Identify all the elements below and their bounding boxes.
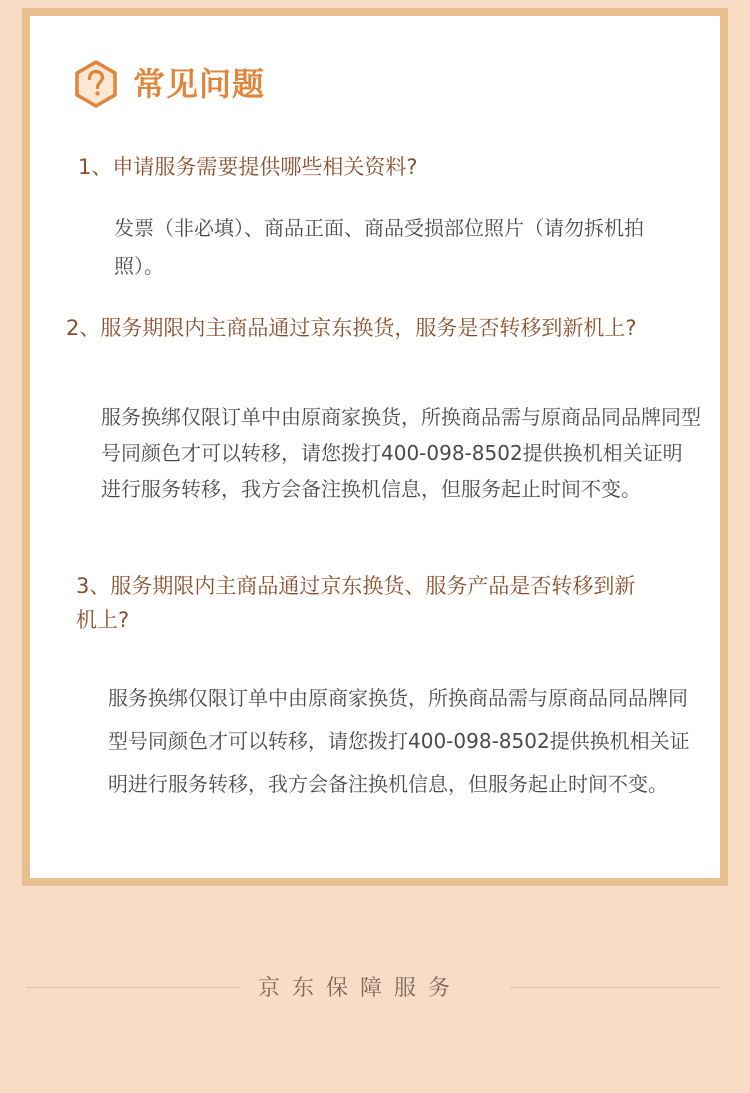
- faq-title: 常见问题: [133, 65, 266, 103]
- faq-answer-2: 服务换绑仅限订单中由原商家换货，所换商品需与原商品同品牌同型号同颜色才可以转移，请您拨打400-098-8502提供换机相关证明进行服务转移，我方会备注换机信息，但服务起止时间不变。: [101, 405, 701, 501]
- question-mark-icon: [73, 59, 119, 109]
- faq-answer-3: 服务换绑仅限订单中由原商家换货，所换商品需与原商品同品牌同型号同颜色才可以转移，请您拨打400-098-8502提供换机相关证明进行服务转移，我方会备注换机信息，但服务起止时间不变。: [108, 686, 690, 796]
- faq-card: [30, 16, 720, 878]
- faq-question-2: 2、服务期限内主商品通过京东换货，服务是否转移到新机上?: [66, 316, 637, 340]
- faq-header: [73, 57, 265, 111]
- faq-answer-1: 发票（非必填）、商品正面、商品受损部位照片（请勿拆机拍照）。: [114, 216, 644, 278]
- footer-divider-right: [510, 987, 720, 988]
- footer: [0, 963, 750, 1007]
- faq-question-3: 3、服务期限内主商品通过京东换货、服务产品是否转移到新机上?: [76, 574, 636, 632]
- footer-brand: 京东保障服务: [258, 976, 463, 1001]
- faq-card-frame: [22, 8, 728, 886]
- faq-question-1: 1、申请服务需要提供哪些相关资料?: [78, 155, 418, 179]
- footer-divider-left: [26, 987, 241, 988]
